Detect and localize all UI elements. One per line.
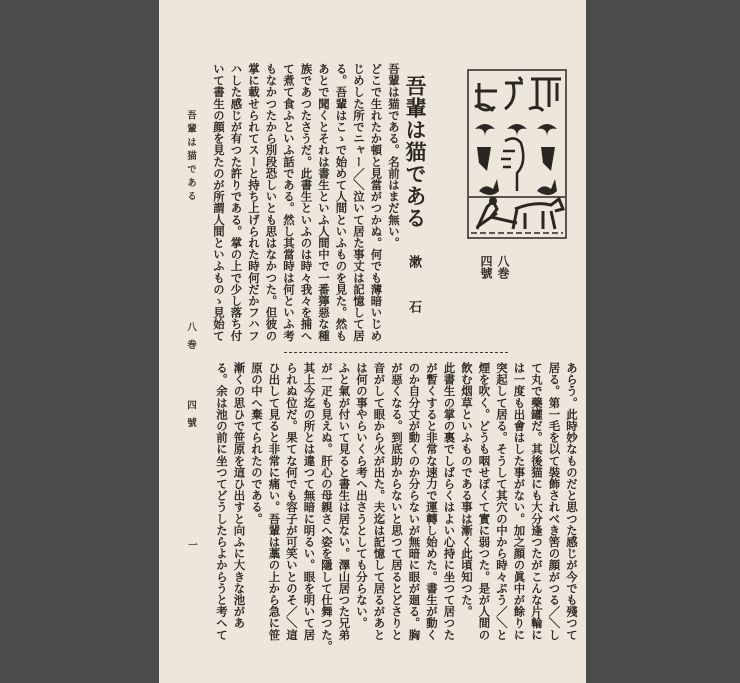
running-header-title: 吾輩は猫である — [185, 110, 196, 205]
text-column: 飲む烟草といふものである事は漸く此頃知つた。 — [460, 362, 474, 618]
article-title: 吾輩は猫である — [403, 75, 428, 229]
text-column: て煮て食ふといふ話である。然し其當時は何といふ考 — [282, 63, 296, 342]
text-column: 吾輩は猫である。名前はまだ無い。 — [387, 63, 401, 249]
text-column: もなかつたから別段恐しいとも思はなかつた。但彼の — [264, 63, 279, 342]
section-divider — [284, 352, 508, 353]
page-number: 一 — [186, 540, 197, 550]
text-column: 突起して居る。そうして其穴の中から時々ぷう／＼と — [495, 362, 509, 641]
text-column: る。吾輩はこゝで始めて人間といふものを見た。然も — [334, 63, 349, 342]
text-column: は一度も出會はした事がない。加之顔の眞中が餘りに — [512, 362, 527, 641]
text-column: 掌に載せられてスーと持ち上げられた時何だかフハフ — [247, 63, 261, 342]
text-column: どこで生れたか頓と見當がつかぬ。何でも薄暗いじめ — [369, 63, 384, 342]
text-column: いて書生の顔を見たのが所謂人間といふものゝ見始て — [212, 63, 226, 342]
article-body-upper — [210, 63, 403, 345]
text-column: 其上今迄の所とは違つて無暗に明るい。眼を明いて居 — [302, 362, 317, 641]
text-column: 音がして眼から火が出た。夫迄は記憶して居るがあと — [372, 362, 387, 641]
article-author: 漱石 — [406, 255, 421, 345]
text-column: が惡くなる。到底助からないと思つて居るとどさりと — [390, 362, 404, 641]
text-column: 煙を吹く。どうも咽せぽくて實に弱つた。是が人間の — [477, 362, 492, 641]
text-column: 居る。第一毛を以て裝飾されべき筈の顔がつる／＼し — [547, 362, 562, 641]
text-column: ふと氣が付いて見ると書生は居ない。澤山居つた兄弟 — [337, 362, 352, 641]
hototogisu-masthead-logo — [467, 69, 567, 239]
text-column: あとで聞くとそれは書生といふ人間中で一番獰惡な種 — [317, 63, 331, 342]
masthead-issue-number: 四號 — [479, 255, 493, 279]
running-header-volume: 八巻 — [185, 322, 196, 357]
text-column: ハした感じが有つた許りである。掌の上で少し落ち付 — [229, 63, 244, 342]
text-column: 族であつたさうだ。此書生といふのは時々我々を捕へ — [299, 63, 314, 342]
text-column: じめした所でニャー／＼泣いて居た事丈は記憶して居 — [352, 63, 366, 342]
text-column: ひ出して見ると非常に痛い。吾輩は藁の上から急に笹 — [267, 362, 282, 641]
text-column: 原の中へ棄てられたのである。 — [250, 362, 264, 525]
text-column: る。余は池の前に坐つてどうしたらよからうと考へて — [215, 362, 229, 641]
text-column: て丸で藥罐だ。其後猫にも大分逢つたがこんな片輪に — [530, 362, 544, 641]
text-column: 此書生の掌の裏でしばらくはよい心持に坐つて居つた — [442, 362, 457, 641]
text-column: が暫くすると非常な速力で運轉し始めた。書生が動く — [425, 362, 439, 641]
article-body-lower — [213, 362, 581, 652]
text-column: のか自分丈が動くのか分らないが無暗に眼が廻る。胸 — [407, 362, 422, 641]
text-column: 漸くの思ひで笹原を這ひ出すと向ふに大きな池があ — [232, 362, 247, 629]
text-column: が一疋も見えぬ。肝心の母親さへ姿を隱して仕舞つた。 — [320, 362, 334, 652]
text-column: は何の事やらいくら考へ出さうとしても分らない。 — [355, 362, 369, 629]
masthead-volume-number: 八巻 — [496, 255, 510, 279]
text-column: あらう。此時妙なものだと思つた感じが今でも殘つて — [565, 362, 579, 641]
text-column: られぬ位だ。果てな何でも容子が可笑いとのそ／＼這 — [285, 362, 299, 641]
running-header-issue: 四號 — [185, 400, 196, 435]
masthead-volume — [478, 255, 512, 293]
